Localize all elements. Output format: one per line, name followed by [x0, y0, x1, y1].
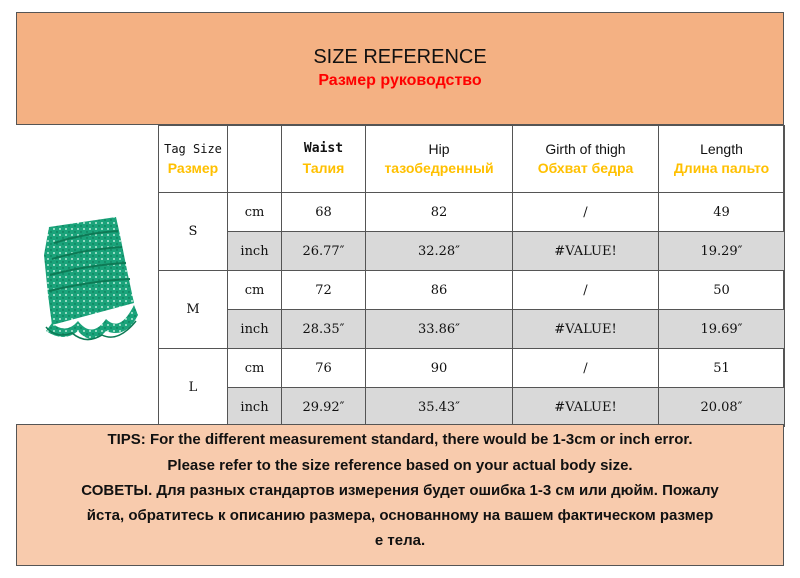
- hip-cell: 90: [366, 349, 513, 388]
- thigh-header: Girth of thigh Обхват бедра: [513, 126, 659, 193]
- waist-cell: 68: [282, 193, 366, 232]
- length-cell: 19.69″: [659, 310, 785, 349]
- hip-cell: 86: [366, 271, 513, 310]
- product-photo: [16, 125, 159, 424]
- size-table: [158, 125, 785, 427]
- table-row: [159, 388, 785, 427]
- table-row: [159, 310, 785, 349]
- thigh-cell: #VALUE!: [513, 232, 659, 271]
- header-title-en: SIZE REFERENCE: [313, 46, 487, 68]
- size-label: M: [159, 271, 228, 349]
- waist-cell: 29.92″: [282, 388, 366, 427]
- table-row: [159, 193, 785, 232]
- size-label: L: [159, 349, 228, 427]
- unit-cell: cm: [228, 349, 282, 388]
- length-cell: 20.08″: [659, 388, 785, 427]
- thigh-cell: /: [513, 349, 659, 388]
- hip-cell: 35.43″: [366, 388, 513, 427]
- hip-cell: 32.28″: [366, 232, 513, 271]
- table-row: [159, 349, 785, 388]
- size-reference-header: [16, 12, 784, 125]
- unit-cell: inch: [228, 310, 282, 349]
- thigh-cell: #VALUE!: [513, 388, 659, 427]
- table-row: [159, 232, 785, 271]
- hip-cell: 33.86″: [366, 310, 513, 349]
- header-row: [159, 126, 785, 193]
- waist-cell: 26.77″: [282, 232, 366, 271]
- tag-size-header: Tag Size Размер: [159, 126, 228, 193]
- length-cell: 19.29″: [659, 232, 785, 271]
- waist-header: Waist Талия: [282, 126, 366, 193]
- hip-cell: 82: [366, 193, 513, 232]
- unit-header: [228, 126, 282, 193]
- length-cell: 49: [659, 193, 785, 232]
- tips-box: [16, 424, 784, 566]
- thigh-cell: /: [513, 193, 659, 232]
- length-cell: 51: [659, 349, 785, 388]
- length-cell: 50: [659, 271, 785, 310]
- thigh-cell: #VALUE!: [513, 310, 659, 349]
- unit-cell: inch: [228, 232, 282, 271]
- thigh-cell: /: [513, 271, 659, 310]
- unit-cell: cm: [228, 193, 282, 232]
- unit-cell: cm: [228, 271, 282, 310]
- waist-cell: 72: [282, 271, 366, 310]
- header-title-ru: Размер руководство: [318, 72, 482, 89]
- tips-line-1: TIPS: For the different measurement standard, there would be 1-3cm or inch error.: [107, 431, 693, 448]
- skirt-image: [16, 125, 158, 423]
- tips-line-2: Please refer to the size reference based on your actual body size.: [167, 457, 633, 474]
- table-row: [159, 271, 785, 310]
- tips-line-4: йста, обратитесь к описанию размера, основанному на вашем фактическом размер: [86, 507, 714, 524]
- length-header: Length Длина пальто: [659, 126, 785, 193]
- size-label: S: [159, 193, 228, 271]
- waist-cell: 76: [282, 349, 366, 388]
- tips-line-5: е тела.: [374, 532, 426, 549]
- waist-cell: 28.35″: [282, 310, 366, 349]
- hip-header: Hip тазобедренный: [366, 126, 513, 193]
- unit-cell: inch: [228, 388, 282, 427]
- tips-line-3: СОВЕТЫ. Для разных стандартов измерения будет ошибка 1-3 см или дюйм. Пожалу: [81, 482, 719, 499]
